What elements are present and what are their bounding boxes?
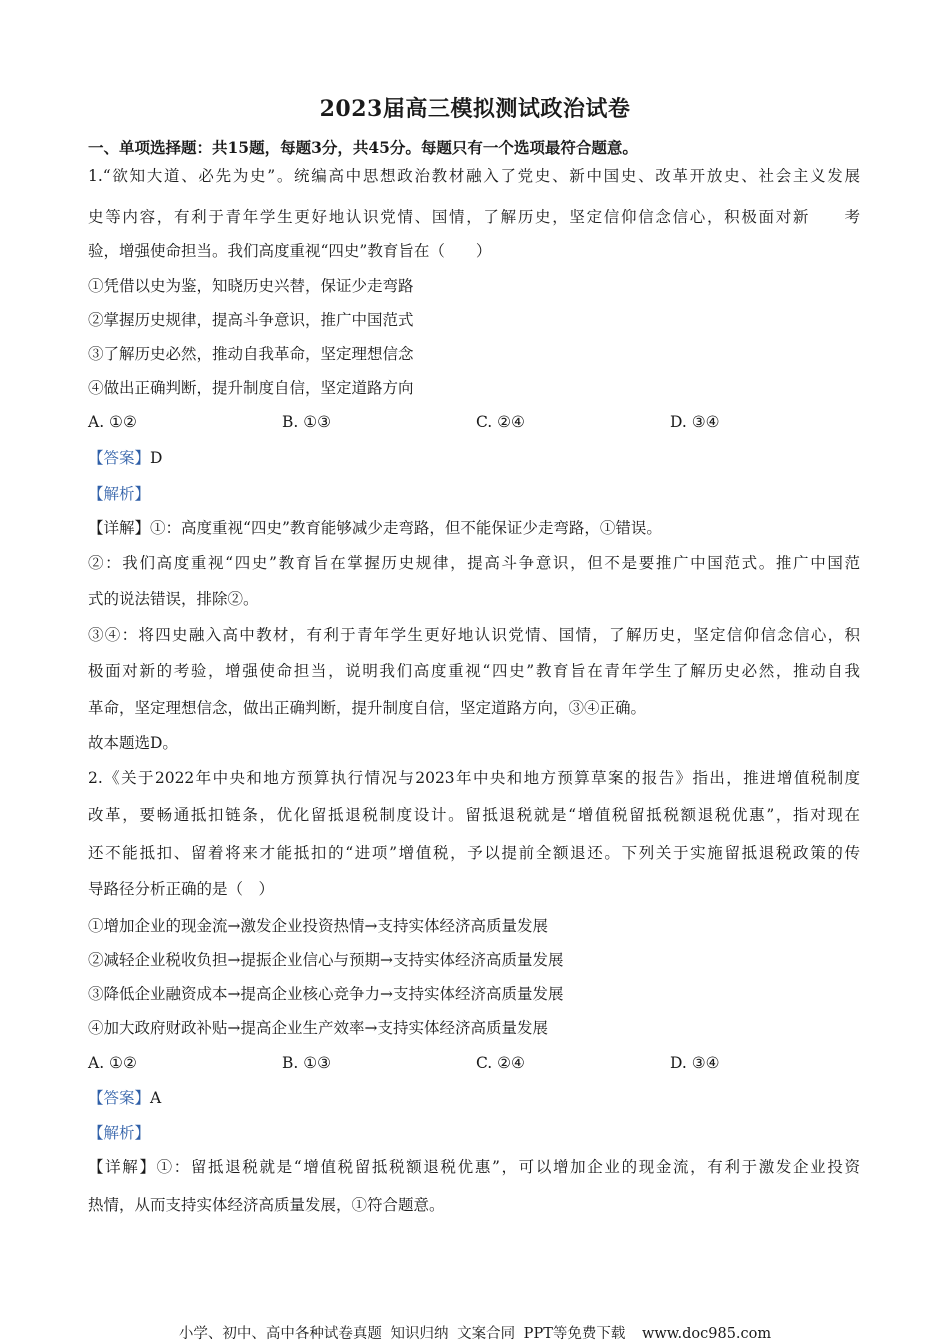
q2-detail-tag: 【详解】	[88, 1158, 157, 1176]
q2-analysis-tag: 【解析】	[88, 1124, 151, 1142]
section-header: 一、单项选择题：共15题，每题3分，共45分。每题只有一个选项最符合题意。	[88, 138, 638, 157]
q2-analysis	[88, 1123, 150, 1143]
q2-statement: ④加大政府财政补贴→提高企业生产效率→支持实体经济高质量发展	[88, 1019, 548, 1037]
q2-stem-line: 2.《关于2022年中央和地方预算执行情况与2023年中央和地方预算草案的报告》指出，推进增值税制度	[88, 769, 860, 787]
footer	[0, 1322, 950, 1343]
q2-answer-tag: 【答案】	[88, 1089, 151, 1107]
q2-statement: ③降低企业融资成本→提高企业核心竞争力→支持实体经济高质量发展	[88, 985, 564, 1003]
q1-detail-line: 故本题选D。	[88, 734, 178, 752]
page-title: 2023届高三模拟测试政治试卷	[319, 96, 631, 122]
q1-statement: ④做出正确判断，提升制度自信，坚定道路方向	[88, 379, 414, 397]
q2-detail-line	[88, 1157, 860, 1177]
q2-option-c: C. ②④	[476, 1054, 525, 1072]
q1-statement: ①凭借以史为鉴，知晓历史兴替，保证少走弯路	[88, 277, 414, 295]
q2-detail-line: 热情，从而支持实体经济高质量发展，①符合题意。	[88, 1196, 445, 1214]
q2-option-b: B. ①③	[282, 1054, 332, 1072]
q1-stem-line: 验，增强使命担当。我们高度重视“四史”教育旨在（ ）	[88, 242, 492, 260]
footer-text: 小学、初中、高中各种试卷真题 知识归纳 文案合同 PPT等免费下载	[178, 1326, 626, 1342]
q1-option-d: D. ③④	[670, 413, 720, 431]
q1-detail-line: ②：我们高度重视“四史”教育旨在掌握历史规律，提高斗争意识，但不是要推广中国范式。推广中国范	[88, 554, 860, 572]
q1-detail-line: ③④：将四史融入高中教材，有利于青年学生更好地认识党情、国情，了解历史，坚定信仰信念信心，积	[88, 626, 860, 644]
q2-detail-text: ①：留抵退税就是“增值税留抵税额退税优惠”，可以增加企业的现金流，有利于激发企业投资	[156, 1158, 860, 1176]
q1-option-c: C. ②④	[476, 413, 525, 431]
q1-detail-tag: 【详解】	[88, 519, 151, 537]
q1-analysis-tag: 【解析】	[88, 485, 151, 503]
q1-analysis	[88, 484, 150, 504]
q2-stem-line: 改革，要畅通抵扣链条，优化留抵退税制度设计。留抵退税就是“增值税留抵税额退税优惠”，指对现在	[88, 806, 860, 824]
q1-detail-line	[88, 518, 662, 538]
q1-answer-value: D	[150, 449, 163, 467]
q2-statement: ②减轻企业税收负担→提振企业信心与预期→支持实体经济高质量发展	[88, 951, 564, 969]
q1-option-a: A. ①②	[88, 413, 137, 431]
q1-answer-tag: 【答案】	[88, 449, 151, 467]
q1-stem-line: 1.“欲知大道、必先为史”。统编高中思想政治教材融入了党史、新中国史、改革开放史、社会主义发展	[88, 167, 860, 185]
q2-option-d: D. ③④	[670, 1054, 720, 1072]
q2-answer-value: A	[150, 1089, 162, 1107]
q1-detail-text: ①：高度重视“四史”教育能够减少走弯路，但不能保证少走弯路，①错误。	[150, 519, 662, 537]
q1-detail-line: 式的说法错误，排除②。	[88, 590, 259, 608]
q1-detail-line: 极面对新的考验，增强使命担当，说明我们高度重视“四史”教育旨在青年学生了解历史必然，推动自我	[88, 662, 860, 680]
q2-option-a: A. ①②	[88, 1054, 137, 1072]
q1-stem-line: 史等内容，有利于青年学生更好地认识党情、国情，了解历史，坚定信仰信念信心，积极面对新 考	[88, 208, 860, 226]
q1-answer	[88, 448, 162, 468]
q1-statement: ③了解历史必然，推动自我革命，坚定理想信念	[88, 345, 414, 363]
q2-stem-line: 还不能抵扣、留着将来才能抵扣的“进项”增值税，予以提前全额退还。下列关于实施留抵退税政策的传	[88, 844, 860, 862]
q1-detail-line: 革命，坚定理想信念，做出正确判断，提升制度自信，坚定道路方向，③④正确。	[88, 699, 647, 717]
q2-statement: ①增加企业的现金流→激发企业投资热情→支持实体经济高质量发展	[88, 917, 548, 935]
q1-option-b: B. ①③	[282, 413, 332, 431]
q1-statement: ②掌握历史规律，提高斗争意识，推广中国范式	[88, 311, 414, 329]
footer-url[interactable]: www.doc985.com	[641, 1326, 772, 1342]
q2-stem-line: 导路径分析正确的是（ ）	[88, 880, 275, 898]
q2-answer	[88, 1088, 161, 1108]
